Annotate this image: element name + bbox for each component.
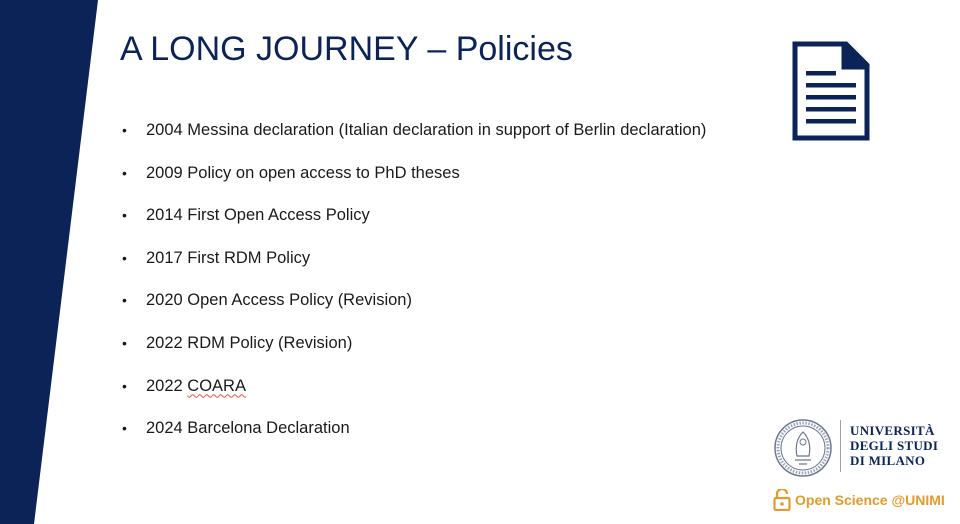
- bullet-item: [122, 195, 706, 238]
- bullet-dot: •: [122, 420, 127, 437]
- bullet-item: [122, 280, 706, 323]
- bullet-item: [122, 323, 706, 366]
- bullet-dot: •: [122, 334, 127, 351]
- bullet-item: [122, 153, 706, 196]
- university-line: DEGLI STUDI: [850, 438, 939, 453]
- bullet-item: [122, 366, 706, 409]
- slide-title: A LONG JOURNEY – Policies: [120, 30, 573, 68]
- open-science-badge: [773, 488, 945, 512]
- bullet-text: 2022: [146, 376, 188, 395]
- bullet-text: 2020 Open Access Policy (Revision): [146, 291, 412, 310]
- bullet-dot: •: [122, 377, 127, 394]
- bullet-text: 2024 Barcelona Declaration: [146, 419, 350, 438]
- university-line: DI MILANO: [850, 453, 926, 468]
- open-lock-icon: [773, 489, 791, 511]
- university-line: UNIVERSITÀ: [850, 423, 935, 438]
- bullet-item: [122, 238, 706, 281]
- bullet-dot: •: [122, 164, 127, 181]
- university-name: [850, 423, 938, 468]
- bullet-text: 2017 First RDM Policy: [146, 248, 311, 267]
- document-icon: [792, 41, 870, 141]
- bullet-text: 2022 RDM Policy (Revision): [146, 333, 353, 352]
- bullet-text: 2009 Policy on open access to PhD theses: [146, 163, 460, 182]
- university-seal: [773, 418, 833, 478]
- bullet-dot: •: [122, 207, 127, 224]
- open-science-label: Open Science @UNIMI: [795, 492, 945, 508]
- logo-divider: [840, 420, 841, 472]
- bullet-dot: •: [122, 292, 127, 309]
- bullet-dot: •: [122, 122, 127, 138]
- bullet-list: [122, 110, 706, 451]
- bullet-item: [122, 110, 706, 153]
- bullet-dot: •: [122, 249, 127, 266]
- bullet-text: 2004 Messina declaration (Italian declaration in support of Berlin declaration): [146, 121, 707, 139]
- bullet-text: 2014 First Open Access Policy: [146, 206, 370, 225]
- coara-term: COARA: [187, 376, 246, 395]
- bullet-item: [122, 408, 706, 451]
